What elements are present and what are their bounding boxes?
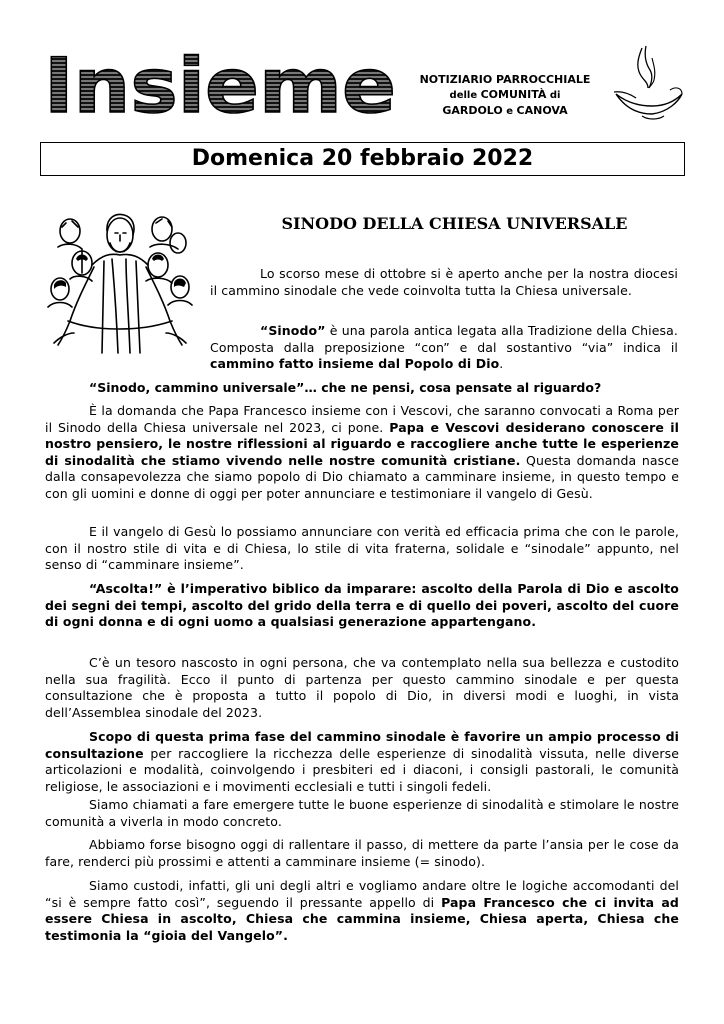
masthead-subtitle-line1: NOTIZIARIO PARROCCHIALE (419, 73, 591, 86)
masthead-title: Insieme (44, 50, 396, 118)
masthead-subtitle-line2: delle COMUNITÀ di (449, 88, 561, 101)
article-paragraph-2: “Sinodo” è una parola antica legata alla Tradizione della Chiesa. Composta dalla preposizione “con” e dal sostantivo “via” indica il cammino fatto insieme dal Popolo di Dio. (210, 323, 678, 371)
article-paragraph-10: Siamo custodi, infatti, gli uni degli altri e vogliamo andare oltre le logiche accomodanti del “si è sempre fatto così”, seguendo il pressante appello di Papa Francesco che ci invita ad essere Chiesa in ascolto, Chiesa che cammina insieme, Chiesa aperta, Chiesa che testimonia la “gioia del Vangelo”. (45, 878, 679, 943)
masthead-logo (40, 50, 402, 118)
christ-with-disciples-illustration (44, 203, 194, 363)
article-paragraph-3: È la domanda che Papa Francesco insieme con i Vescovi, che saranno convocati a Roma per il Sinodo della Chiesa universale nel 2023, ci pone. Papa e Vescovi desiderano conoscere il nostro pensiero, le nostre riflessioni al riguardo e raccogliere anche tutte le esperienze di sinodalità che stiamo vivendo nelle nostre comunità cristiane. Questa domanda nasce dalla consapevolezza che siamo popolo di Dio chiamato a camminare insieme, in questo tempo e con gli uomini e donne di oggi per poter annunciare e testimoniare il vangelo di Gesù. (45, 403, 679, 501)
oil-lamp-icon (612, 44, 686, 124)
article-paragraph-6: C’è un tesoro nascosto in ogni persona, che va contemplato nella sua bellezza e custodito nella sua fragilità. Ecco il punto di partenza per questo cammino sinodale e per questa consultazione che è proposta a tutto il popolo di Dio, in diversi modi e luoghi, in vista dell’Assemblea sinodale del 2023. (45, 655, 679, 720)
article-question: “Sinodo, cammino universale”… che ne pensi, cosa pensate al riguardo? (89, 380, 602, 395)
article-paragraph-8: Siamo chiamati a fare emergere tutte le buone esperienze di sinodalità e stimolare le nostre comunità a viverla in modo concreto. (45, 797, 679, 829)
issue-date: Domenica 20 febbraio 2022 (40, 142, 685, 176)
article-paragraph-7: Scopo di questa prima fase del cammino sinodale è favorire un ampio processo di consultazione per raccogliere la ricchezza delle esperienze di sinodalità vissuta, nelle diverse articolazioni e modalità, coinvolgendo i presbiteri ed i diaconi, i consigli pastorali, le comunità religiose, le associazioni e i movimenti ecclesiali e tutti i singoli fedeli. (45, 729, 679, 794)
article-paragraph-9: Abbiamo forse bisogno oggi di rallentare il passo, di mettere da parte l’ansia per le cose da fare, renderci più prossimi e attenti a camminare insieme (= sinodo). (45, 837, 679, 869)
article-paragraph-1: Lo scorso mese di ottobre si è aperto anche per la nostra diocesi il cammino sinodale che vede coinvolta tutta la Chiesa universale. (210, 266, 678, 298)
article-paragraph-4: E il vangelo di Gesù lo possiamo annunciare con verità ed efficacia prima che con le parole, con il nostro stile di vita e di Chiesa, lo stile di vita fraterna, solidale e “sinodale” appunto, nel senso di “camminare insieme”. (45, 524, 679, 572)
article-title: SINODO DELLA CHIESA UNIVERSALE (281, 214, 628, 233)
masthead-subtitle-line3: GARDOLO e CANOVA (442, 104, 568, 117)
masthead-subtitle (400, 72, 610, 119)
article-paragraph-5: “Ascolta!” è l’imperativo biblico da imparare: ascolto della Parola di Dio e ascolto dei segni dei tempi, ascolto del grido della terra e di quello dei poveri, ascolto del cuore di ogni donna e di ogni uomo a qualsiasi generazione appartengano. (45, 581, 679, 629)
